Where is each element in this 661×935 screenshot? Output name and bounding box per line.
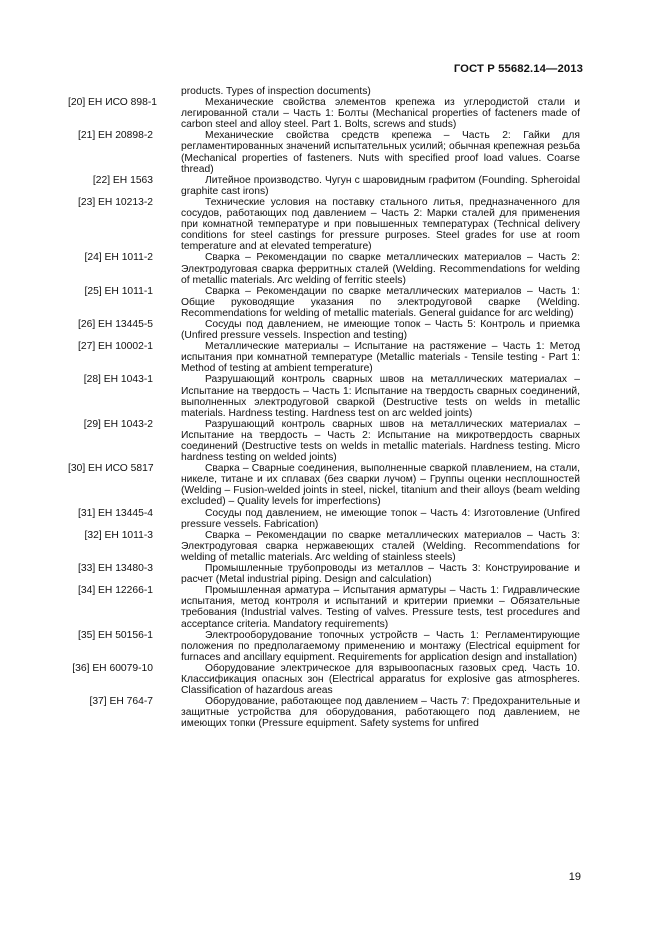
reference-number: [27] ЕН 10002-1: [78, 341, 153, 353]
reference-entry: [68, 530, 580, 563]
reference-text: Сосуды под давлением, не имеющие топок – Часть 5: Контроль и приемка (Unfired pressure vessels. Inspection and testing): [181, 318, 580, 342]
reference-number: [32] ЕН 1011-3: [84, 529, 153, 541]
reference-number: [20] ЕН ИСО 898-1: [68, 97, 158, 109]
reference-entry: [68, 374, 580, 418]
reference-text: Промышленные трубопроводы из металлов – Часть 3: Конструирование и расчет (Metal industrial piping. Design and calculation): [181, 563, 580, 586]
reference-number: [21] ЕН 20898-2: [78, 130, 153, 142]
reference-entry: [68, 197, 580, 252]
reference-number: [37] ЕН 764-7: [89, 696, 153, 708]
reference-text: Сварка – Рекомендации по сварке металлических материалов – Часть 2: Электродуговая сварка ферритных сталей (Welding. Recommendations for welding of metallic materials. Arc welding of ferritic steels): [181, 252, 580, 286]
reference-entry: [68, 286, 580, 319]
reference-text: Технические условия на поставку стального литья, предназначенного для сосудов, работающих под давлением – Часть 2: Марки сталей для применения при комнатной температуре и при повышенных температурах (Technical delivery conditions for steel castings for pressure purposes. Steel grades for use at room temperature and at elevated temperature): [181, 196, 580, 253]
reference-entry: [68, 252, 580, 285]
reference-number: [31] ЕН 13445-4: [78, 507, 153, 519]
reference-number: [24] ЕН 1011-2: [84, 252, 153, 264]
reference-entry: [68, 319, 580, 341]
reference-entry: [68, 130, 580, 174]
reference-text: Металлические материалы – Испытание на растяжение – Часть 1: Метод испытания при комнатной температуре (Metallic materials - Tensile testing - Part 1: Method of testing at ambient temperature): [181, 341, 580, 375]
reference-text: Разрушающий контроль сварных швов на металлических материалах – Испытание на твердость – Часть 2: Испытание на микротвердость сварных соединений (Destructive tests on welds in metallic materials. Hardness testing. Micro hardness testing on welded joints): [181, 418, 580, 464]
reference-text: Промышленная арматура – Испытания арматуры – Часть 1: Гидравлические испытания, метод контроля и испытаний и критерии приемки – Обязательные требования (Industrial valves. Testing of valves. Pressure tests, test procedures and acceptance criteria. Mandatory requirements): [181, 585, 580, 630]
bibliography-list: [68, 86, 580, 729]
standard-code-header: ГОСТ Р 55682.14—2013: [453, 63, 583, 75]
continuation-line: products. Types of inspection documents): [181, 86, 371, 97]
reference-entry: [68, 696, 580, 729]
reference-text: Сварка – Сварные соединения, выполненные сваркой плавлением, на стали, никеле, титане и их сплавах (без сварки лучом) – Группы оценки несплошностей (Welding – Fusion-welded joints in steel, nickel, titanium and their alloys (beam welding excluded) – Quality levels for imperfections): [181, 463, 580, 508]
reference-text: Сосуды под давлением, не имеющие топок – Часть 4: Изготовление (Unfired pressure vessels. Fabrication): [181, 507, 580, 530]
reference-number: [25] ЕН 1011-1: [84, 285, 153, 297]
reference-text: Литейное производство. Чугун с шаровидным графитом (Founding. Spheroidal graphite cast irons): [181, 174, 580, 197]
reference-entry: [68, 663, 580, 696]
reference-text: Сварка – Рекомендации по сварке металлических материалов – Часть 1: Общие руководящие указания по электродуговой сварке (Welding. Recommendations for welding of metallic materials. General guidance for arc welding): [181, 285, 580, 319]
reference-number: [28] ЕН 1043-1: [83, 374, 153, 386]
reference-text: Оборудование, работающее под давлением – Часть 7: Предохранительные и защитные устройства для оборудования, работающего под давлением, не имеющих топки (Pressure equipment. Safety systems for unfired: [181, 696, 580, 730]
reference-entry: [68, 563, 580, 585]
reference-entry: [68, 97, 580, 130]
reference-number: [35] ЕН 50156-1: [78, 629, 153, 641]
reference-text: Механические свойства средств крепежа – Часть 2: Гайки для регламентированных значений испытательных усилий; обычная крепежная резьба (Mechanical properties of fasteners. Nuts with specified proof load values. Coarse thread): [181, 130, 580, 175]
reference-entry: [68, 630, 580, 663]
reference-entry: [68, 175, 580, 197]
reference-entry: [68, 419, 580, 463]
reference-entry: [68, 585, 580, 629]
reference-entry: [68, 508, 580, 530]
reference-text: Разрушающий контроль сварных швов на металлических материалах – Испытание на твердость – Часть 1: Испытание на твердость сварных соединений, выполненных электродуговой сваркой (Destructive tests on welds in metallic materials. Hardness testing. Hardness test on arc welded joints): [181, 374, 580, 419]
reference-entries: [68, 97, 580, 729]
reference-number: [33] ЕН 13480-3: [78, 563, 153, 575]
reference-number: [26] ЕН 13445-5: [78, 318, 153, 330]
reference-number: [23] ЕН 10213-2: [78, 196, 153, 208]
reference-number: [36] ЕН 60079-10: [72, 662, 153, 674]
reference-number: [34] ЕН 12266-1: [78, 585, 153, 597]
reference-text: Сварка – Рекомендации по сварке металлических материалов – Часть 3: Электродуговая сварка нержавеющих сталей (Welding. Recommendations for welding of metallic materials. Arc welding of stainless steels): [181, 529, 580, 563]
reference-entry: [68, 341, 580, 374]
reference-entry: [68, 463, 580, 507]
reference-number: [30] ЕН ИСО 5817: [68, 463, 154, 475]
reference-text: Оборудование электрическое для взрывоопасных газовых сред. Часть 10. Классификация опасных зон (Electrical apparatus for explosive gas atmospheres. Classification of hazardous areas: [181, 662, 580, 697]
reference-number: [22] ЕН 1563: [92, 174, 153, 186]
reference-text: Электрооборудование топочных устройств – Часть 1: Регламентирующие положения по предполагаемому применению и монтажу (Electrical equipment for furnaces and ancillary equipment. Requirements for application design and installation): [181, 629, 580, 663]
reference-text: Механические свойства элементов крепежа из углеродистой стали и легированной стали – Часть 1: Болты (Mechanical properties of facteners made of carbon steel and alloy steel. Part 1. Bolts, screws and studs): [181, 97, 580, 131]
page-number: 19: [568, 871, 581, 883]
reference-number: [29] ЕН 1043-2: [83, 418, 153, 430]
